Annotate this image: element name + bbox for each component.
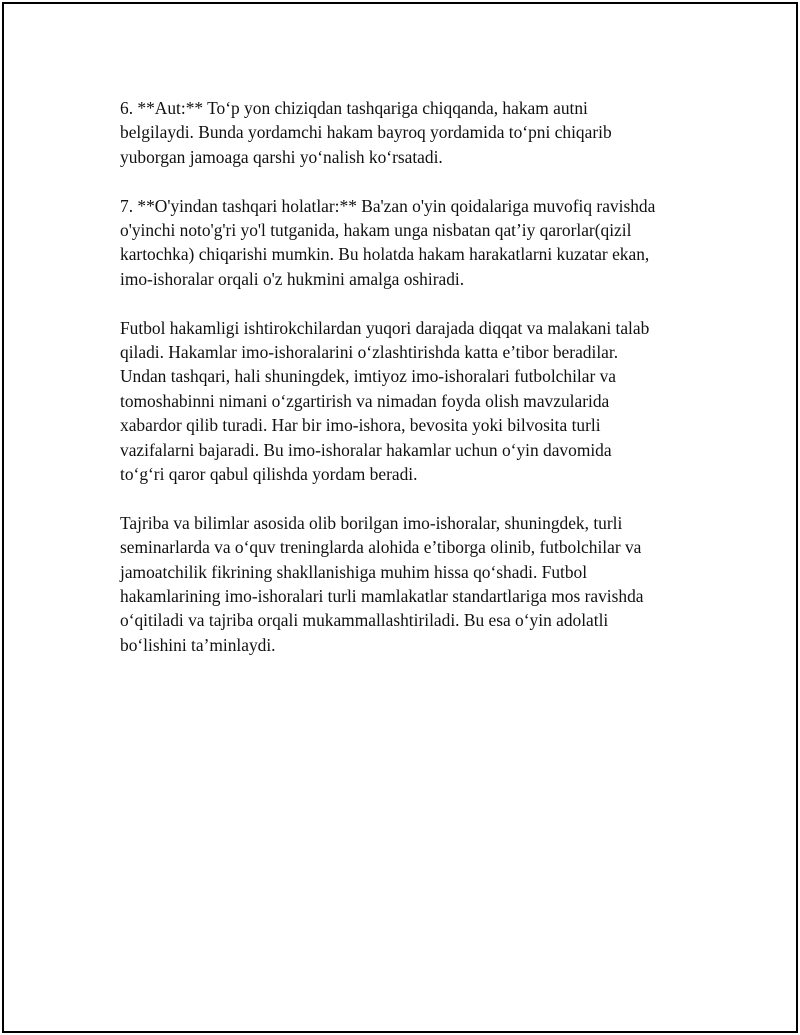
- document-page: [2, 2, 798, 1033]
- text-line: o'yinchi noto'g'ri yo'l tutganida, hakam unga nisbatan qat’iy qarorlar(qizil: [120, 220, 632, 241]
- text-line: Tajriba va bilimlar asosida olib borilgan imo-ishoralar, shuningdek, turli: [120, 512, 623, 533]
- text-line: 7. **O'yindan tashqari holatlar:** Ba'zan o'yin qoidalariga muvofiq ravishda: [120, 195, 656, 216]
- text-line: bo‘lishini ta’minlaydi.: [120, 634, 276, 655]
- text-line: Undan tashqari, hali shuningdek, imtiyoz imo-ishoralari futbolchilar va: [120, 366, 616, 387]
- text-line: Futbol hakamligi ishtirokchilardan yuqori darajada diqqat va malakani talab: [120, 317, 650, 338]
- text-line: tomoshabinni nimani o‘zgartirish va nimadan foyda olish mavzularida: [120, 390, 610, 411]
- text-line: o‘qitiladi va tajriba orqali mukammallashtiriladi. Bu esa o‘yin adolatli: [120, 610, 609, 631]
- paragraph-refereeing-attention: [120, 316, 700, 487]
- text-line: vazifalarni bajaradi. Bu imo-ishoralar hakamlar uchun o‘yin davomida: [120, 439, 612, 460]
- text-line: jamoatchilik fikrining shakllanishiga muhim hissa qo‘shadi. Futbol: [120, 561, 588, 582]
- document-body: [120, 96, 700, 682]
- text-line: kartochka) chiqarishi mumkin. Bu holatda hakam harakatlarni kuzatar ekan,: [120, 244, 650, 265]
- paragraph-out-rule: [120, 96, 700, 169]
- text-line: qiladi. Hakamlar imo-ishoralarini o‘zlashtirishda katta e’tibor beradilar.: [120, 342, 619, 363]
- text-line: belgilaydi. Bunda yordamchi hakam bayroq yordamida to‘pni chiqarib: [120, 122, 612, 143]
- text-line: imo-ishoralar orqali o'z hukmini amalga oshiradi.: [120, 268, 465, 289]
- text-line: seminarlarda va o‘quv treninglarda alohida e’tiborga olinib, futbolchilar va: [120, 537, 642, 558]
- text-line: yuborgan jamoaga qarshi yo‘nalish ko‘rsatadi.: [120, 146, 443, 167]
- paragraph-experience-training: [120, 511, 700, 657]
- text-line: xabardor qilib turadi. Har bir imo-ishora, bevosita yoki bilvosita turli: [120, 415, 601, 436]
- paragraph-offside-situations: [120, 194, 700, 292]
- text-line: to‘g‘ri qaror qabul qilishda yordam beradi.: [120, 464, 418, 485]
- text-line: 6. **Aut:** To‘p yon chiziqdan tashqariga chiqqanda, hakam autni: [120, 98, 588, 118]
- text-line: hakamlarining imo-ishoralari turli mamlakatlar standartlariga mos ravishda: [120, 586, 644, 607]
